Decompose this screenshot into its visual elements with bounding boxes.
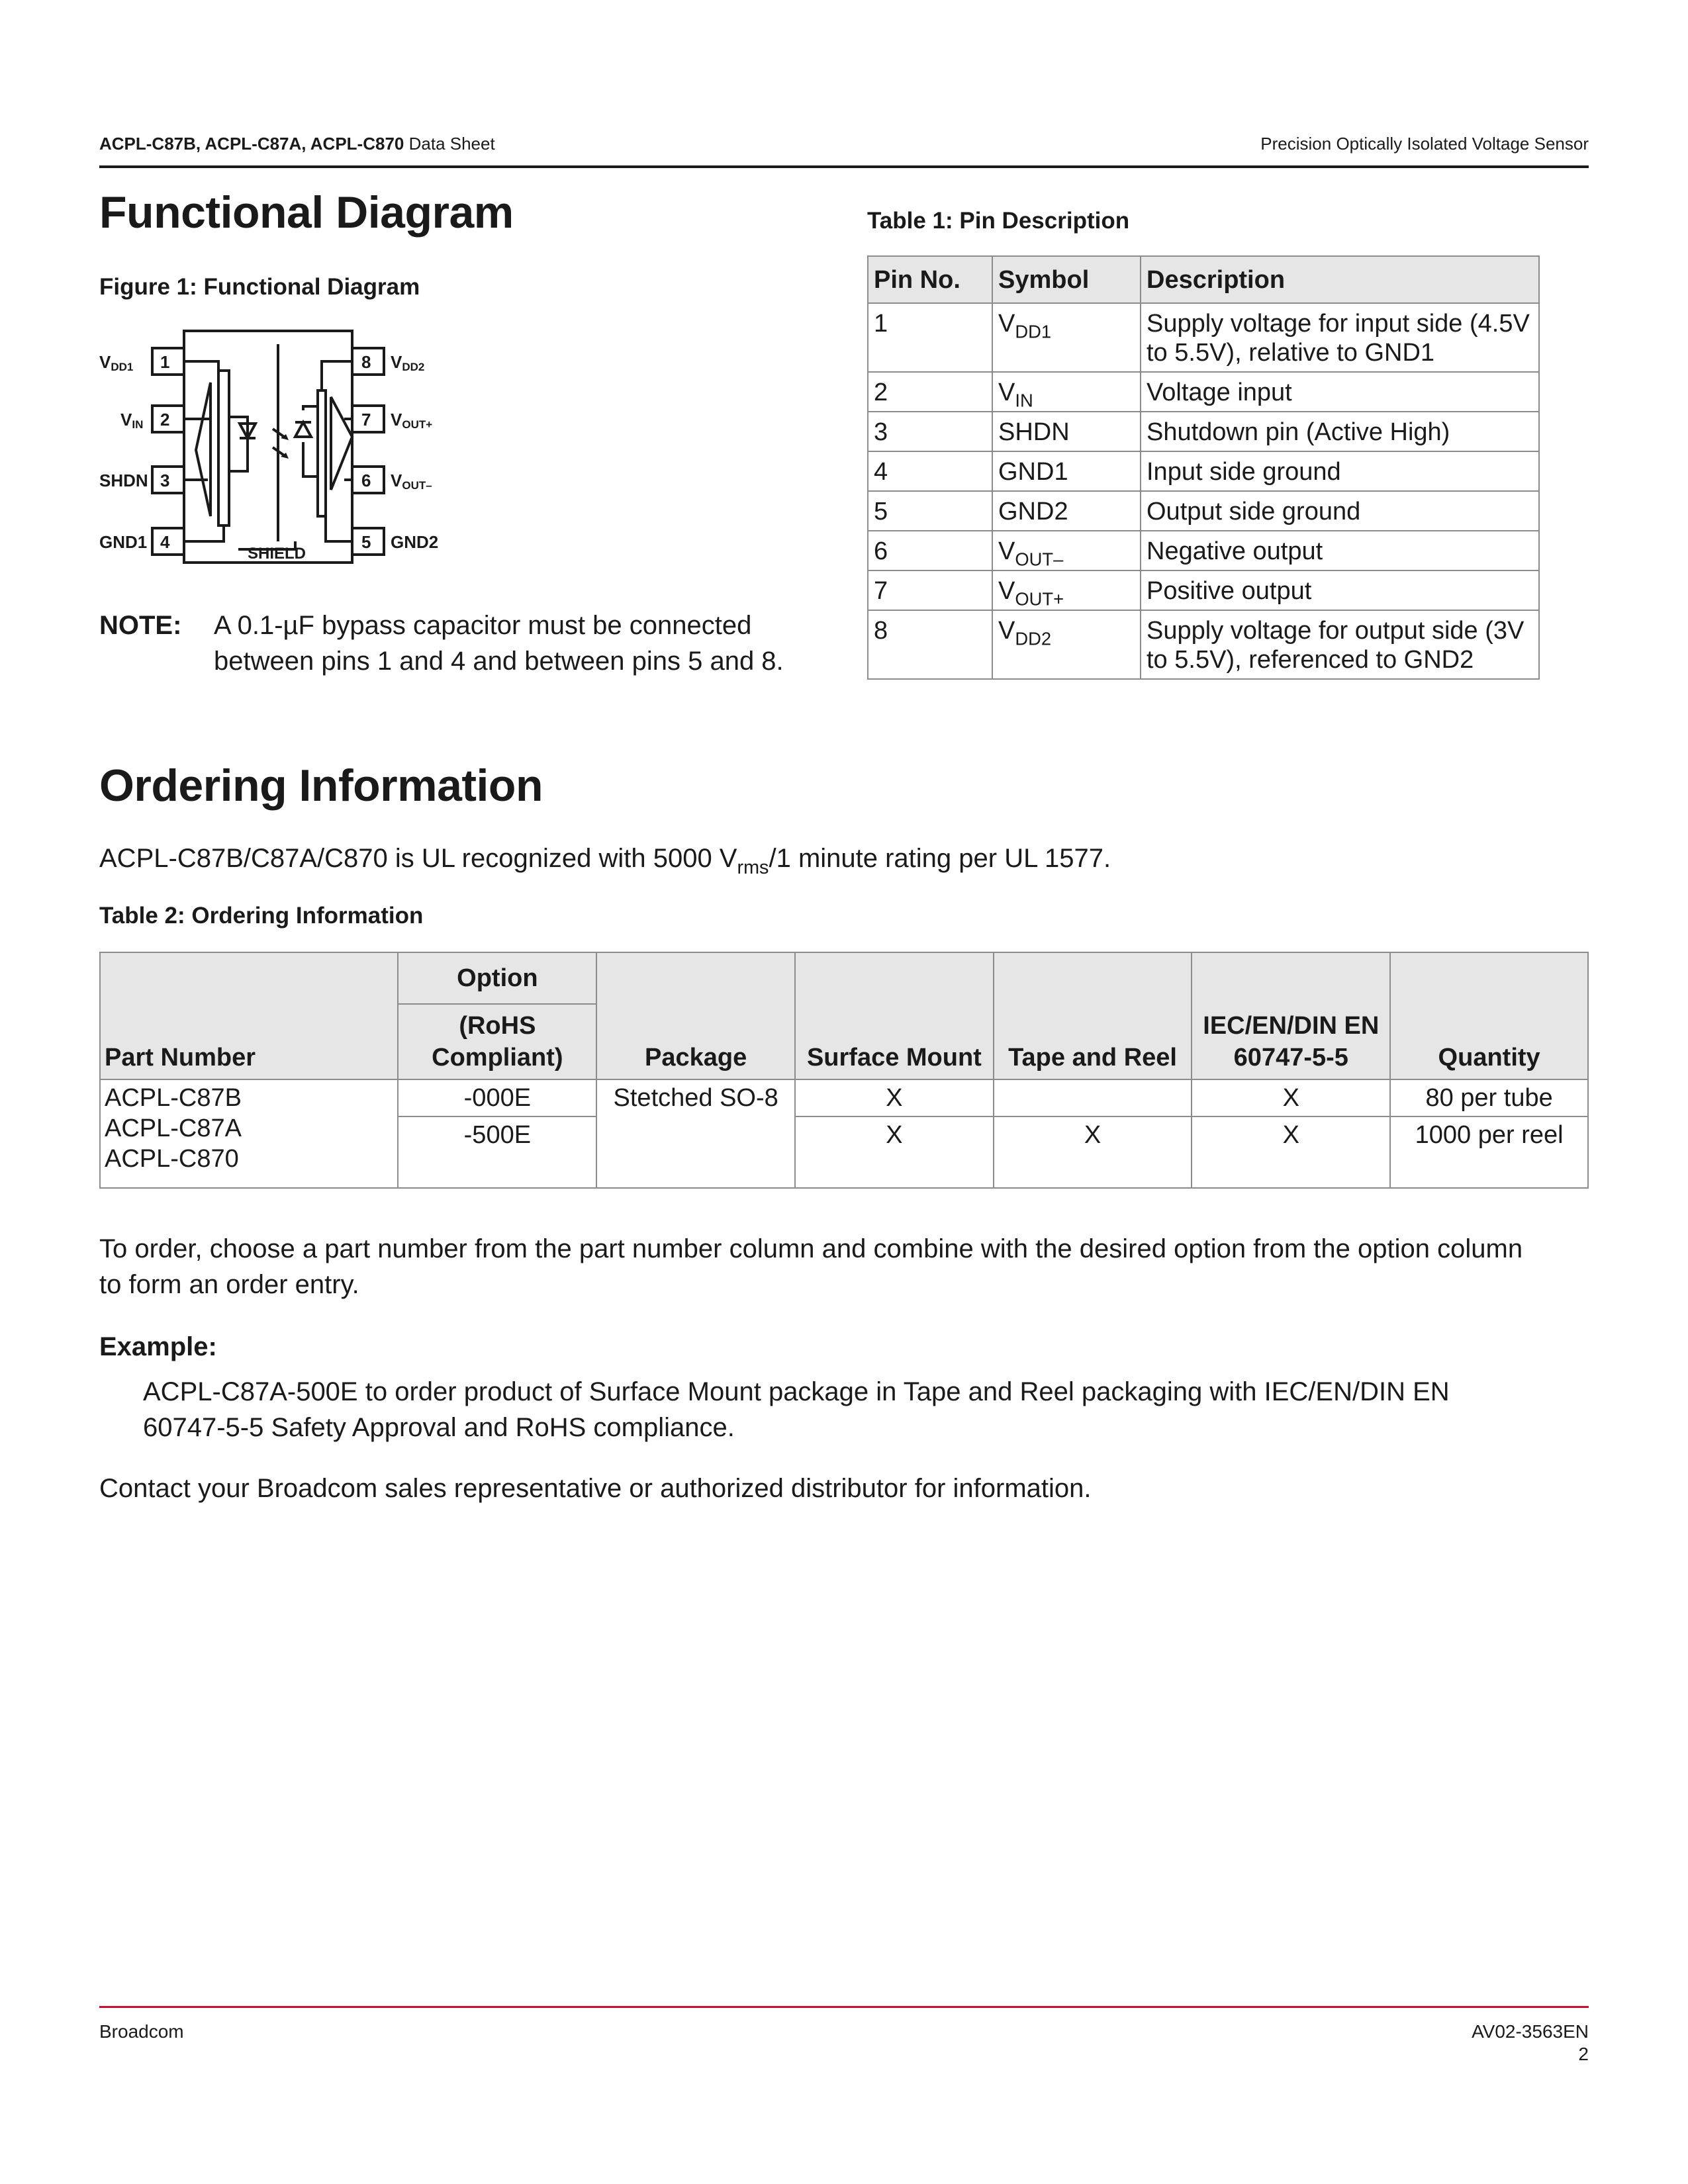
ordering-option: -500E: [398, 1116, 596, 1188]
footer-doc-number: AV02-3563EN: [1472, 2021, 1589, 2042]
shield-label: SHIELD: [248, 545, 306, 563]
pin-label-gnd2: GND2: [391, 532, 439, 552]
pin-num-7: 7: [361, 410, 371, 430]
example-text-line-2: 60747-5-5 Safety Approval and RoHS compliance.: [143, 1413, 735, 1442]
pin-label-vdd1: VDD1: [99, 352, 134, 373]
pin-num-2: 2: [160, 410, 170, 430]
ordering-tape-reel: X: [994, 1116, 1192, 1188]
pin-label-shdn: SHDN: [99, 471, 148, 490]
pin-table-row: [868, 451, 1539, 491]
header-product: Precision Optically Isolated Voltage Sensor: [1260, 134, 1589, 154]
header-part-numbers: ACPL-C87B, ACPL-C87A, ACPL-C870: [99, 134, 404, 154]
ordering-surface-mount: X: [795, 1079, 994, 1116]
ordering-header-tape-reel: Tape and Reel: [994, 952, 1192, 1079]
pin-symbol-cell: GND1: [992, 451, 1141, 491]
pin-description-cell: Positive output: [1141, 570, 1539, 610]
pin-table-row: [868, 303, 1539, 372]
pin-table-header-row: [868, 256, 1539, 303]
pin-table-header-description: Description: [1141, 256, 1539, 303]
pin-num-1: 1: [160, 352, 170, 372]
footer-page-number: 2: [1578, 2044, 1589, 2064]
pin-description-cell: Voltage input: [1141, 372, 1539, 412]
pin-number-cell: 3: [868, 412, 992, 451]
ordering-quantity: 1000 per reel: [1390, 1116, 1588, 1188]
ordering-header-surface-mount: Surface Mount: [795, 952, 994, 1079]
pin-symbol-cell: $V_{OUT+}$: [992, 570, 1141, 610]
ordering-header-quantity: Quantity: [1390, 952, 1588, 1079]
ordering-header-part-number: Part Number: [100, 952, 398, 1079]
pin-label-vout-plus: VOUT+: [391, 410, 433, 431]
ordering-heading: Ordering Information: [99, 760, 543, 811]
pin-description-cell: Output side ground: [1141, 491, 1539, 531]
pin-number-cell: 2: [868, 372, 992, 412]
note-label: NOTE:: [99, 611, 182, 640]
pin-table-row: [868, 610, 1539, 679]
figure-caption: Figure 1: Functional Diagram: [99, 274, 420, 300]
pin-description-cell: Shutdown pin (Active High): [1141, 412, 1539, 451]
pin-table-row: [868, 570, 1539, 610]
pin-number-cell: 1: [868, 303, 992, 372]
pin-table-row: [868, 372, 1539, 412]
note-text-line-1: A 0.1-µF bypass capacitor must be connected: [214, 611, 752, 640]
ordering-header-iec: IEC/EN/DIN EN 60747-5-5: [1192, 952, 1390, 1079]
pin-number-cell: 5: [868, 491, 992, 531]
pin-description-cell: Supply voltage for output side (3V to 5.5V), referenced to GND2: [1141, 610, 1539, 679]
pin-number-cell: 7: [868, 570, 992, 610]
pin-table-row: [868, 491, 1539, 531]
ordering-iec: X: [1192, 1116, 1390, 1188]
ordering-package: Stetched SO-8: [596, 1079, 795, 1188]
ul-rating-text: ACPL-C87B/C87A/C870 is UL recognized with 5000 $V_{rms}/1$ minute rating per UL 1577.: [99, 844, 1111, 879]
header-doc-title: [99, 134, 495, 154]
pin-num-8: 8: [361, 352, 371, 372]
ordering-tape-reel: [994, 1079, 1192, 1116]
ordering-table-caption: Table 2: Ordering Information: [99, 903, 424, 929]
functional-diagram-heading: Functional Diagram: [99, 187, 514, 238]
example-label: Example:: [99, 1332, 217, 1361]
functional-diagram-figure: [99, 324, 444, 569]
pin-label-gnd1: GND1: [99, 532, 148, 552]
ordering-surface-mount: X: [795, 1116, 994, 1188]
pin-number-cell: 8: [868, 610, 992, 679]
ordering-header-rohs: (RoHS Compliant): [398, 1004, 596, 1079]
ordering-table: [99, 952, 1589, 1189]
order-instructions-line-1: To order, choose a part number from the part number column and combine with the desired option from the option column: [99, 1234, 1523, 1263]
pin-symbol-cell: $V_{DD2}$: [992, 610, 1141, 679]
ordering-iec: X: [1192, 1079, 1390, 1116]
pin-num-6: 6: [361, 471, 371, 490]
footer-rule: [99, 2006, 1589, 2008]
pin-description-cell: Supply voltage for input side (4.5V to 5.5V), relative to GND1: [1141, 303, 1539, 372]
pin-symbol-cell: $V_{IN}$: [992, 372, 1141, 412]
pin-symbol-cell: $V_{OUT-}$: [992, 531, 1141, 570]
pin-description-table: [867, 255, 1540, 680]
pin-label-vdd2: VDD2: [391, 352, 425, 373]
ordering-header-package: Package: [596, 952, 795, 1079]
pin-table-row: [868, 531, 1539, 570]
pin-num-5: 5: [361, 532, 371, 552]
ordering-header-option: Option: [398, 952, 596, 1004]
pin-number-cell: 4: [868, 451, 992, 491]
note-text-line-2: between pins 1 and 4 and between pins 5 and 8.: [214, 647, 784, 676]
pin-description-cell: Input side ground: [1141, 451, 1539, 491]
pin-table-header-symbol: Symbol: [992, 256, 1141, 303]
pin-table-row: [868, 412, 1539, 451]
pin-label-vout-minus: VOUT–: [391, 471, 432, 492]
pin-table-caption: Table 1: Pin Description: [867, 208, 1130, 234]
pin-table-header-pin: Pin No.: [868, 256, 992, 303]
pin-description-cell: Negative output: [1141, 531, 1539, 570]
example-text-line-1: ACPL-C87A-500E to order product of Surface Mount package in Tape and Reel packaging with IEC/EN/DIN EN: [143, 1377, 1450, 1406]
ordering-row-000e: [100, 1079, 1588, 1116]
pin-label-vin: VIN: [120, 410, 144, 431]
header-doc-type: Data Sheet: [408, 134, 495, 154]
pin-num-4: 4: [160, 532, 170, 552]
pin-symbol-cell: GND2: [992, 491, 1141, 531]
pin-num-3: 3: [160, 471, 170, 490]
order-instructions-line-2: to form an order entry.: [99, 1270, 359, 1299]
ordering-option: -000E: [398, 1079, 596, 1116]
pin-symbol-cell: SHDN: [992, 412, 1141, 451]
pin-symbol-cell: $V_{DD1}$: [992, 303, 1141, 372]
header-rule: [99, 165, 1589, 168]
ordering-part-numbers: ACPL-C87B ACPL-C87A ACPL-C870: [100, 1079, 398, 1188]
pin-number-cell: 6: [868, 531, 992, 570]
ordering-quantity: 80 per tube: [1390, 1079, 1588, 1116]
contact-text: Contact your Broadcom sales representative or authorized distributor for information.: [99, 1474, 1092, 1503]
footer-company: Broadcom: [99, 2021, 184, 2042]
